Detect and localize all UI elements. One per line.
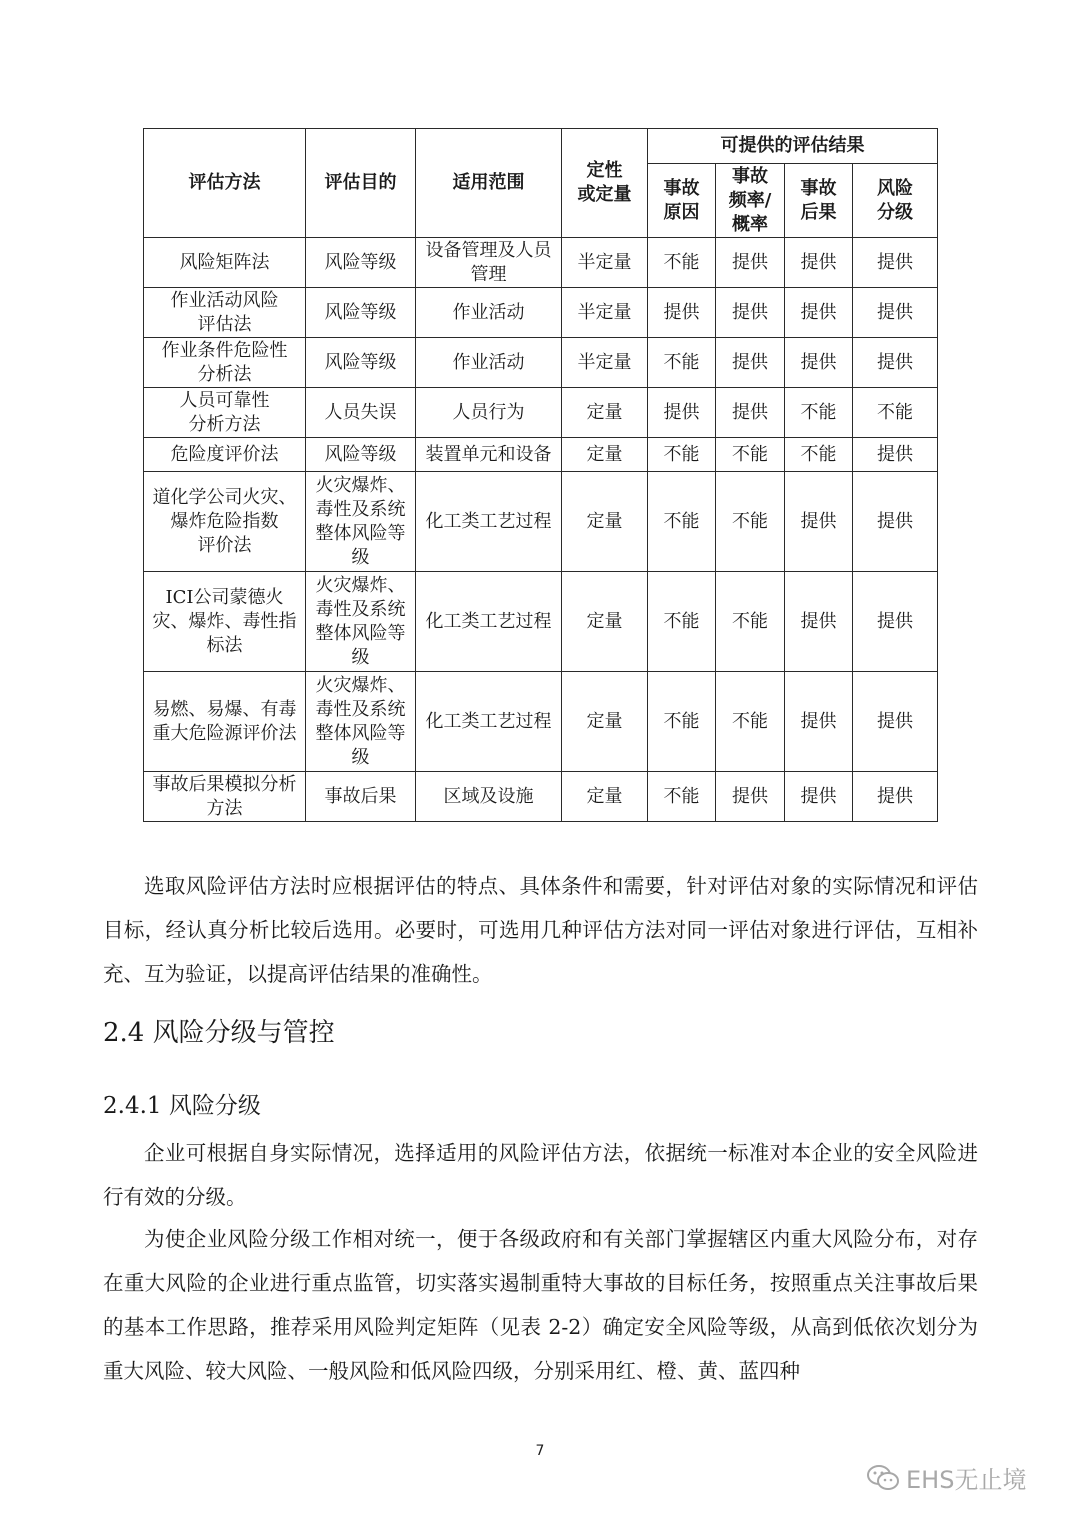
- cell-grade: 提供: [853, 472, 938, 572]
- cell-cause: 不能: [648, 238, 716, 288]
- cell-cause: 不能: [648, 472, 716, 572]
- cell-quant: 定量: [562, 572, 648, 672]
- header-grade: 风险 分级: [853, 164, 938, 238]
- cell-quant: 半定量: [562, 238, 648, 288]
- cell-method: 作业活动风险 评估法: [144, 288, 306, 338]
- cell-consequence: 提供: [785, 238, 853, 288]
- cell-scope: 作业活动: [416, 338, 562, 388]
- cell-scope: 化工类工艺过程: [416, 472, 562, 572]
- cell-scope: 装置单元和设备: [416, 438, 562, 472]
- table-row: [144, 572, 938, 672]
- section-heading-2-4: 2.4 风险分级与管控: [103, 1018, 335, 1048]
- cell-method: 作业条件危险性 分析法: [144, 338, 306, 388]
- cell-quant: 半定量: [562, 288, 648, 338]
- cell-consequence: 不能: [785, 388, 853, 438]
- cell-purpose: 火灾爆炸、 毒性及系统 整体风险等 级: [306, 472, 416, 572]
- cell-quant: 定量: [562, 438, 648, 472]
- table-row: [144, 672, 938, 772]
- cell-method: 事故后果模拟分析 方法: [144, 772, 306, 822]
- cell-purpose: 人员失误: [306, 388, 416, 438]
- cell-method: 道化学公司火灾、 爆炸危险指数 评价法: [144, 472, 306, 572]
- cell-freq: 提供: [716, 288, 785, 338]
- header-consequence: 事故 后果: [785, 164, 853, 238]
- paragraph-method-selection: 选取风险评估方法时应根据评估的特点、具体条件和需要，针对评估对象的实际情况和评估目标，经认真分析比较后选用。必要时，可选用几种评估方法对同一评估对象进行评估，互相补充、互为验证，以提高评估结果的准确性。: [103, 874, 978, 986]
- watermark-text: EHS无止境: [906, 1466, 1027, 1494]
- cell-scope: 作业活动: [416, 288, 562, 338]
- cell-quant: 定量: [562, 672, 648, 772]
- cell-freq: 不能: [716, 572, 785, 672]
- page-number: 7: [535, 1443, 545, 1459]
- cell-consequence: 提供: [785, 288, 853, 338]
- cell-scope: 区域及设施: [416, 772, 562, 822]
- cell-grade: 提供: [853, 438, 938, 472]
- cell-consequence: 提供: [785, 572, 853, 672]
- cell-consequence: 提供: [785, 772, 853, 822]
- evaluation-methods-table: [143, 128, 938, 822]
- cell-cause: 提供: [648, 388, 716, 438]
- cell-scope: 设备管理及人员 管理: [416, 238, 562, 288]
- cell-grade: 提供: [853, 338, 938, 388]
- table-row: [144, 238, 938, 288]
- cell-method: 易燃、易爆、有毒 重大危险源评价法: [144, 672, 306, 772]
- cell-grade: 提供: [853, 572, 938, 672]
- table-row: [144, 388, 938, 438]
- watermark: [866, 1460, 1026, 1495]
- cell-purpose: 风险等级: [306, 438, 416, 472]
- cell-method: 人员可靠性 分析方法: [144, 388, 306, 438]
- cell-purpose: 风险等级: [306, 238, 416, 288]
- cell-quant: 定量: [562, 388, 648, 438]
- section-heading-2-4-1: 2.4.1 风险分级: [103, 1093, 261, 1119]
- cell-method: ICI公司蒙德火 灾、爆炸、毒性指 标法: [144, 572, 306, 672]
- table-row: [144, 338, 938, 388]
- cell-scope: 化工类工艺过程: [416, 672, 562, 772]
- cell-method: 风险矩阵法: [144, 238, 306, 288]
- cell-grade: 提供: [853, 772, 938, 822]
- cell-consequence: 提供: [785, 672, 853, 772]
- cell-cause: 不能: [648, 338, 716, 388]
- cell-grade: 不能: [853, 388, 938, 438]
- table-row: [144, 288, 938, 338]
- cell-freq: 不能: [716, 472, 785, 572]
- cell-cause: 不能: [648, 438, 716, 472]
- cell-purpose: 事故后果: [306, 772, 416, 822]
- cell-scope: 化工类工艺过程: [416, 572, 562, 672]
- cell-cause: 提供: [648, 288, 716, 338]
- cell-grade: 提供: [853, 238, 938, 288]
- cell-grade: 提供: [853, 288, 938, 338]
- header-cause: 事故 原因: [648, 164, 716, 238]
- cell-freq: 不能: [716, 672, 785, 772]
- header-method: 评估方法: [144, 129, 306, 238]
- header-results-group: 可提供的评估结果: [648, 129, 938, 164]
- cell-cause: 不能: [648, 572, 716, 672]
- cell-purpose: 风险等级: [306, 338, 416, 388]
- header-scope: 适用范围: [416, 129, 562, 238]
- paragraph-risk-grading: 企业可根据自身实际情况，选择适用的风险评估方法，依据统一标准对本企业的安全风险进行有效的分级。: [103, 1141, 978, 1209]
- cell-purpose: 火灾爆炸、 毒性及系统 整体风险等 级: [306, 672, 416, 772]
- cell-freq: 不能: [716, 438, 785, 472]
- cell-purpose: 火灾爆炸、 毒性及系统 整体风险等 级: [306, 572, 416, 672]
- cell-method: 危险度评价法: [144, 438, 306, 472]
- wechat-icon: [866, 1464, 900, 1492]
- table-row: [144, 472, 938, 572]
- cell-purpose: 风险等级: [306, 288, 416, 338]
- cell-freq: 提供: [716, 772, 785, 822]
- header-purpose: 评估目的: [306, 129, 416, 238]
- paragraph-risk-matrix: 为使企业风险分级工作相对统一，便于各级政府和有关部门掌握辖区内重大风险分布，对存在重大风险的企业进行重点监管，切实落实遏制重特大事故的目标任务，按照重点关注事故后果的基本工作思路，推荐采用风险判定矩阵（见表 2-2）确定安全风险等级，从高到低依次划分为重大风险、较大风险、一般风险和低风险四级，分别采用红、橙、黄、蓝四种: [103, 1227, 978, 1383]
- cell-cause: 不能: [648, 772, 716, 822]
- cell-quant: 半定量: [562, 338, 648, 388]
- cell-cause: 不能: [648, 672, 716, 772]
- cell-grade: 提供: [853, 672, 938, 772]
- table-row: [144, 772, 938, 822]
- cell-quant: 定量: [562, 772, 648, 822]
- header-freq: 事故 频率/ 概率: [716, 164, 785, 238]
- header-quant: 定性 或定量: [562, 129, 648, 238]
- cell-freq: 提供: [716, 338, 785, 388]
- cell-freq: 提供: [716, 388, 785, 438]
- cell-scope: 人员行为: [416, 388, 562, 438]
- cell-quant: 定量: [562, 472, 648, 572]
- cell-consequence: 提供: [785, 338, 853, 388]
- table-row: [144, 438, 938, 472]
- cell-consequence: 不能: [785, 438, 853, 472]
- cell-freq: 提供: [716, 238, 785, 288]
- cell-consequence: 提供: [785, 472, 853, 572]
